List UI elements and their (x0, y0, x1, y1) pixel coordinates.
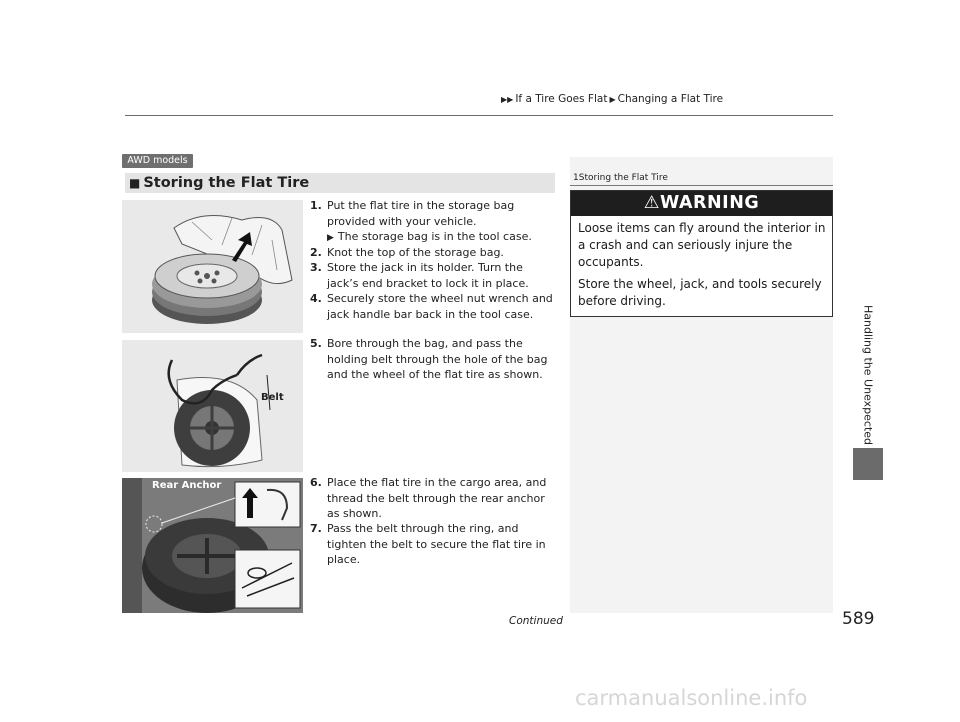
watermark: carmanualsonline.info (575, 686, 808, 710)
header-rule (125, 115, 833, 116)
model-badge: AWD models (122, 154, 193, 168)
triangle-right-icon: ▶ (609, 95, 616, 104)
warning-icon: ⚠ (643, 193, 660, 213)
belt-label: Belt (261, 392, 284, 403)
step-1: 1. Put the flat tire in the storage bag provided with your vehicle. (310, 199, 515, 228)
continued-label: Continued (509, 615, 563, 627)
chapter-tab-marker[interactable] (853, 448, 883, 480)
square-bullet-icon: ■ (129, 176, 141, 190)
sidebar-divider (570, 185, 833, 186)
arrow-right-icon: ▶ (327, 233, 334, 243)
breadcrumb-item-2[interactable]: Changing a Flat Tire (617, 93, 724, 105)
step-2: 2. Knot the top of the storage bag. (310, 246, 504, 259)
rear-anchor-label: Rear Anchor (152, 480, 222, 491)
step-4: 4. Securely store the wheel nut wrench and jack handle bar back in the tool case. (310, 292, 553, 321)
step-6: 6. Place the flat tire in the cargo area, and thread the belt through the rear anchor as shown. (310, 476, 547, 520)
step-7: 7. Pass the belt through the ring, and tighten the belt to secure the flat tire in place. (310, 522, 546, 566)
step-3: 3. Store the jack in its holder. Turn the jack’s end bracket to lock it in place. (310, 261, 529, 290)
figure-belt-through-wheel (122, 340, 303, 472)
section-title: ■ Storing the Flat Tire (129, 175, 310, 191)
figure-rear-anchor (122, 478, 303, 613)
warning-text-1: Loose items can fly around the interior in a crash and can seriously injure the occupants. (578, 221, 826, 269)
reference-icon: 1 (573, 173, 579, 183)
chapter-tab-label: Handling the Unexpected (861, 304, 875, 446)
breadcrumb-item-1[interactable]: If a Tire Goes Flat (515, 93, 608, 105)
step-5: 5. Bore through the bag, and pass the holding belt through the hole of the bag and the wheel of the flat tire as shown. (310, 337, 548, 381)
warning-text-2: Store the wheel, jack, and tools securely before driving. (578, 277, 822, 308)
page-number: 589 (842, 609, 875, 629)
figure-tire-in-bag (122, 200, 303, 333)
warning-header: ⚠WARNING (571, 191, 832, 216)
breadcrumb (499, 93, 723, 105)
triangle-right-icon: ▶▶ (501, 95, 514, 104)
step-1-note: ▶ The storage bag is in the tool case. (327, 230, 532, 243)
sidebar-reference: 1Storing the Flat Tire (573, 173, 668, 183)
